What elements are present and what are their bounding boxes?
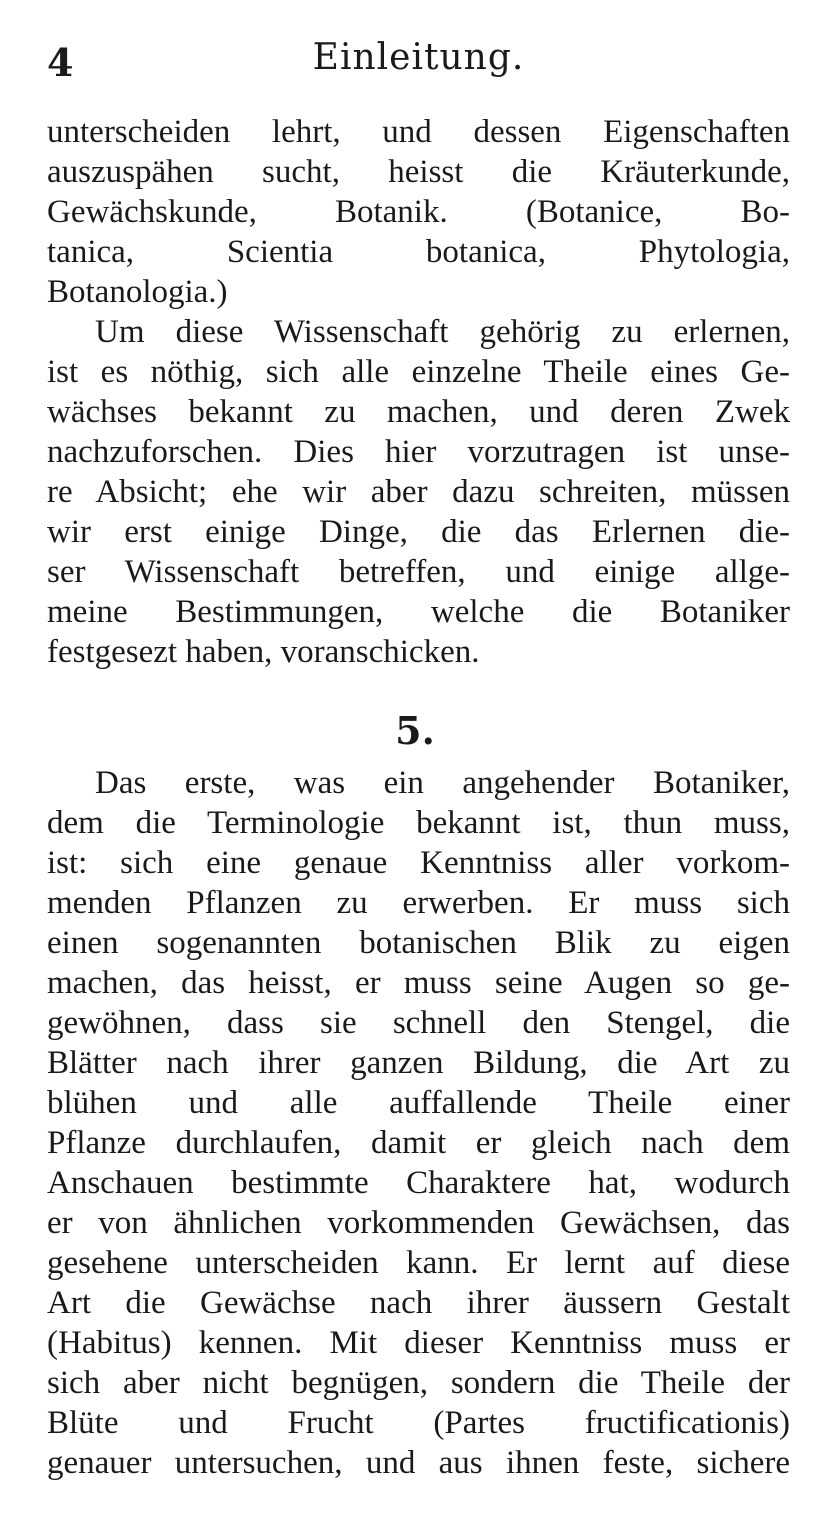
text-line: menden Pflanzen zu erwerben. Er muss sich: [47, 885, 790, 921]
text-line: gesehene unterscheiden kann. Er lernt auf diese: [47, 1245, 790, 1281]
text-line: meine Bestimmungen, welche die Botaniker: [47, 594, 790, 630]
text-line: auszuspähen sucht, heisst die Kräuterkunde,: [47, 154, 790, 190]
text-line: Um diese Wissenschaft gehörig zu erlernen,: [95, 314, 790, 350]
text-line: Art die Gewächse nach ihrer äussern Gestalt: [47, 1285, 790, 1321]
text-line: dem die Terminologie bekannt ist, thun muss,: [47, 805, 790, 841]
text-line: ist es nöthig, sich alle einzelne Theile eines Ge-: [47, 354, 790, 390]
running-title: Einleitung.: [312, 37, 525, 78]
text-line: Botanologia.): [47, 274, 228, 310]
text-line: Gewächskunde, Botanik. (Botanice, Bo-: [47, 194, 790, 230]
text-line: er von ähnlichen vorkommenden Gewächsen, das: [47, 1205, 790, 1241]
text-line: unterscheiden lehrt, und dessen Eigenschaften: [47, 114, 790, 150]
text-line: nachzuforschen. Dies hier vorzutragen ist unse-: [47, 434, 790, 470]
text-line: Blätter nach ihrer ganzen Bildung, die Art zu: [47, 1045, 790, 1081]
page-number: 4: [47, 40, 74, 85]
text-line: wir erst einige Dinge, die das Erlernen die-: [47, 514, 790, 550]
text-line: re Absicht; ehe wir aber dazu schreiten, müssen: [47, 474, 790, 510]
section-number: 5.: [395, 708, 435, 753]
text-block-lower: [47, 763, 790, 1483]
text-line: blühen und alle auffallende Theile einer: [47, 1085, 790, 1121]
text-line: genauer untersuchen, und aus ihnen feste, sichere: [47, 1445, 790, 1481]
text-line: wächses bekannt zu machen, und deren Zwek: [47, 394, 790, 430]
text-line: Pflanze durchlaufen, damit er gleich nach dem: [47, 1125, 790, 1161]
text-line: tanica, Scientia botanica, Phytologia,: [47, 234, 790, 270]
text-line: einen sogenannten botanischen Blik zu eigen: [47, 925, 790, 961]
page-header: [47, 37, 790, 90]
text-line: Anschauen bestimmte Charaktere hat, wodurch: [47, 1165, 790, 1201]
text-line: machen, das heisst, er muss seine Augen so ge-: [47, 965, 790, 1001]
text-line: gewöhnen, dass sie schnell den Stengel, die: [47, 1005, 790, 1041]
text-line: ser Wissenschaft betreffen, und einige allge-: [47, 554, 790, 590]
text-line: festgesezt haben, voranschicken.: [47, 634, 480, 670]
text-line: sich aber nicht begnügen, sondern die Theile der: [47, 1365, 790, 1401]
text-block-upper: [47, 112, 790, 672]
text-line: Das erste, was ein angehender Botaniker,: [95, 765, 790, 801]
text-line: (Habitus) kennen. Mit dieser Kenntniss muss er: [47, 1325, 790, 1361]
text-line: Blüte und Frucht (Partes fructificationis): [47, 1405, 790, 1441]
text-line: ist: sich eine genaue Kenntniss aller vorkom-: [47, 845, 790, 881]
